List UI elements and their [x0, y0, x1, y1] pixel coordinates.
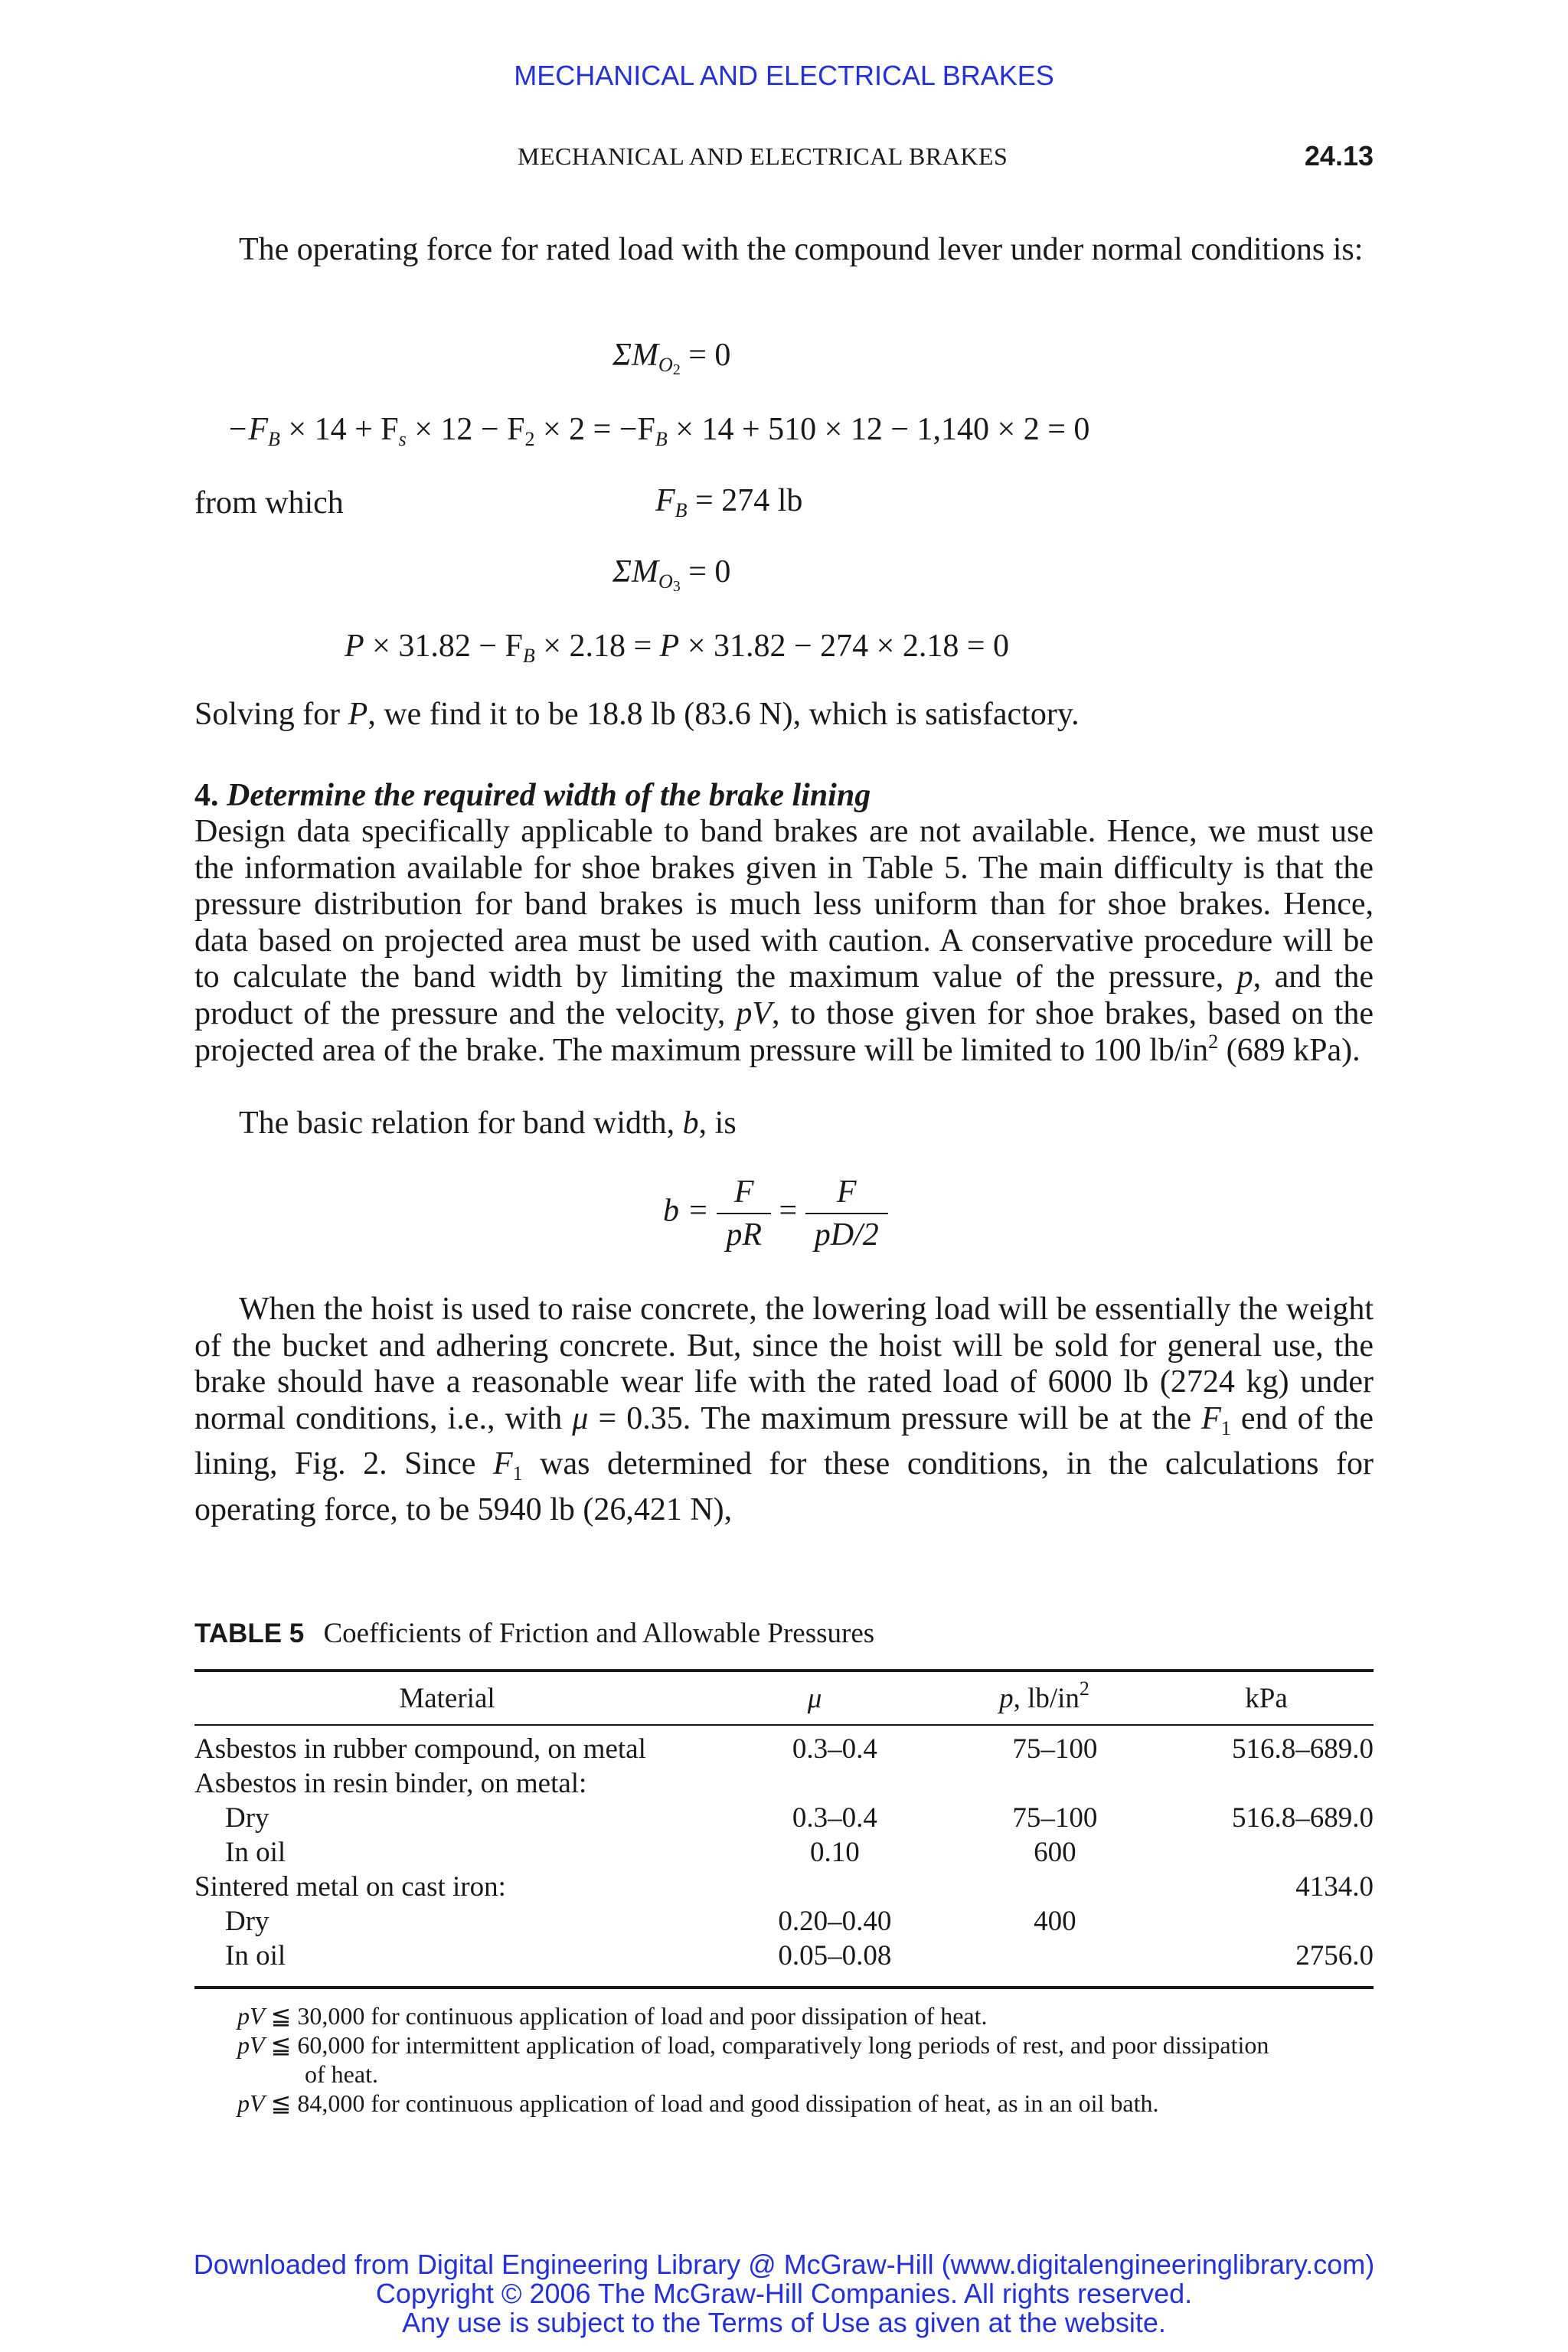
cell-material: Asbestos in rubber compound, on metal — [194, 1733, 646, 1765]
table-body — [194, 1732, 1374, 1973]
cell-material: Asbestos in resin binder, on metal: — [194, 1768, 587, 1799]
cell-mu: 0.3–0.4 — [792, 1733, 877, 1765]
cell-mu: 0.3–0.4 — [792, 1802, 877, 1834]
cell-p: 75–100 — [1012, 1802, 1098, 1834]
cell-material: In oil — [225, 1940, 286, 1971]
footer — [0, 2250, 1568, 2337]
table-row — [194, 1766, 1374, 1801]
page-number: 24.13 — [1304, 140, 1374, 172]
equation-force-balance: $-F_B \times 14 + F_s \times 12 - F_2 \times 2 = -F_B \times 14 + 510 \times 12 - 1,140 \times 2 = 0$ — [227, 412, 1090, 450]
intro-paragraph: The operating force for rated load with the compound lever under normal conditions is: — [239, 232, 1364, 267]
table-note: pV ≦ 30,000 for continuous application of load and poor dissipation of heat. — [237, 2002, 988, 2030]
cell-p — [946, 1870, 1165, 1904]
table-note: pV ≦ 60,000 for intermittent application of load, comparatively long periods of rest, and poor dissipation — [237, 2031, 1269, 2059]
table-row — [194, 1732, 1374, 1766]
cell-mu — [724, 1870, 946, 1904]
fraction-f-over-pr: $\frac{F}{pR}$ — [717, 1171, 771, 1256]
cell-kpa — [1165, 1904, 1374, 1939]
solving-paragraph: Solving for P, we find it to be 18.8 lb (83.6 N), which is satisfactory. — [194, 697, 1080, 732]
table-row — [194, 1801, 1374, 1835]
cell-mu: 0.05–0.08 — [778, 1940, 892, 1971]
cell-material: Sintered metal on cast iron: — [194, 1871, 506, 1903]
table-caption — [194, 1617, 874, 1650]
table-row — [194, 1904, 1374, 1939]
cell-kpa — [1165, 1835, 1374, 1870]
table-header — [194, 1677, 1374, 1716]
cell-mu: 0.10 — [809, 1837, 860, 1868]
equation-p-balance: $P \times 31.82 - F_B \times 2.18 = P \times 31.82 - 274 \times 2.18 = 0$ — [345, 629, 1010, 667]
cell-kpa — [1165, 1766, 1374, 1801]
cell-p — [946, 1766, 1165, 1801]
running-head-title: MECHANICAL AND ELECTRICAL BRAKES — [518, 142, 1008, 170]
header-pressure: p, $lb/in^2$ — [999, 1677, 1089, 1714]
section-number: 4. — [194, 778, 219, 813]
cell-kpa: 2756.0 — [1295, 1940, 1374, 1971]
cell-mu: 0.20–0.40 — [778, 1906, 892, 1937]
section-4-body: Design data specifically applicable to band brakes are not available. Hence, we must use the information available for shoe brakes given in Table 5. The main difficulty is that the pressure distribution for band brakes is much less uniform than for shoe brakes. Hence, data based on projected area must be used with caution. A conservative procedure will be to calculate the band width by limiting the maximum value of the pressure, p, and the product of the pressure and the velocity, pV, to those given for shoe brakes, based on the projected area of the brake. The maximum pressure will be limited to 100 $lb/in^2$ (689 kPa). — [194, 814, 1374, 1068]
cell-material: Dry — [225, 1802, 270, 1834]
equation-moment-o3: $\Sigma M_{O_3} = 0$ — [612, 554, 731, 595]
equation-band-width: b = $\frac{F}{pR}$ = $\frac{F}{pD/2}$ — [663, 1171, 888, 1256]
hoist-paragraph: When the hoist is used to raise concrete, the lowering load will be essentially the weight of the bucket and adhering concrete. But, since the hoist will be sold for general use, the brake should have a reasonable wear life with the rated load of 6000 lb (2724 kg) under normal conditions, i.e., with μ = 0.35. The maximum pressure will be at the $F_1$ end of the lining, Fig. 2. Since $F_1$ was determined for these conditions, in the calculations for operating force, to be 5940 lb (26,421 N), — [194, 1292, 1374, 1527]
header-kpa: kPa — [1245, 1683, 1288, 1714]
table-note: of heat. — [305, 2060, 378, 2088]
fraction-f-over-pd2: $\frac{F}{pD/2}$ — [805, 1171, 888, 1256]
footer-copyright: Copyright © 2006 The McGraw-Hill Companies. All rights reserved. — [375, 2278, 1193, 2309]
cell-p: 600 — [1034, 1837, 1076, 1868]
equation-fb-result: $F_B = 274$ lb — [655, 483, 803, 521]
section-title: Determine the required width of the brake lining — [227, 778, 871, 813]
table-top-rule — [194, 1669, 1374, 1672]
table-label: TABLE 5 — [194, 1619, 305, 1648]
footer-terms: Any use is subject to the Terms of Use as given at the website. — [402, 2307, 1166, 2338]
table-row — [194, 1835, 1374, 1870]
equation-label-from-which: from which — [194, 485, 344, 521]
header-material: Material — [399, 1683, 495, 1714]
footer-download-link[interactable]: Downloaded from Digital Engineering Library @ McGraw-Hill (www.digitalengineeringlibrary.com) — [193, 2249, 1375, 2280]
table-header-rule — [194, 1724, 1374, 1726]
cell-kpa: 516.8–689.0 — [1232, 1802, 1374, 1834]
equation-moment-o2: $\Sigma M_{O_2} = 0$ — [612, 338, 731, 378]
cell-kpa: 4134.0 — [1295, 1871, 1374, 1903]
table-row — [194, 1870, 1374, 1904]
table-caption-text: Coefficients of Friction and Allowable Pressures — [323, 1618, 875, 1649]
cell-mu — [724, 1766, 946, 1801]
header-mu: μ — [807, 1683, 822, 1714]
cell-material: Dry — [225, 1906, 270, 1937]
cell-material: In oil — [225, 1837, 286, 1868]
cell-p: 75–100 — [1012, 1733, 1098, 1765]
table-row — [194, 1939, 1374, 1973]
cell-kpa: 516.8–689.0 — [1232, 1733, 1374, 1765]
site-banner: MECHANICAL AND ELECTRICAL BRAKES — [514, 60, 1054, 91]
section-4-heading — [194, 777, 871, 814]
basic-relation-paragraph: The basic relation for band width, b, is — [239, 1106, 737, 1141]
cell-p — [946, 1939, 1165, 1973]
cell-p: 400 — [1034, 1906, 1076, 1937]
table-note: pV ≦ 84,000 for continuous application of load and good dissipation of heat, as in an oil bath. — [237, 2089, 1159, 2117]
table-bottom-rule — [194, 1986, 1374, 1989]
